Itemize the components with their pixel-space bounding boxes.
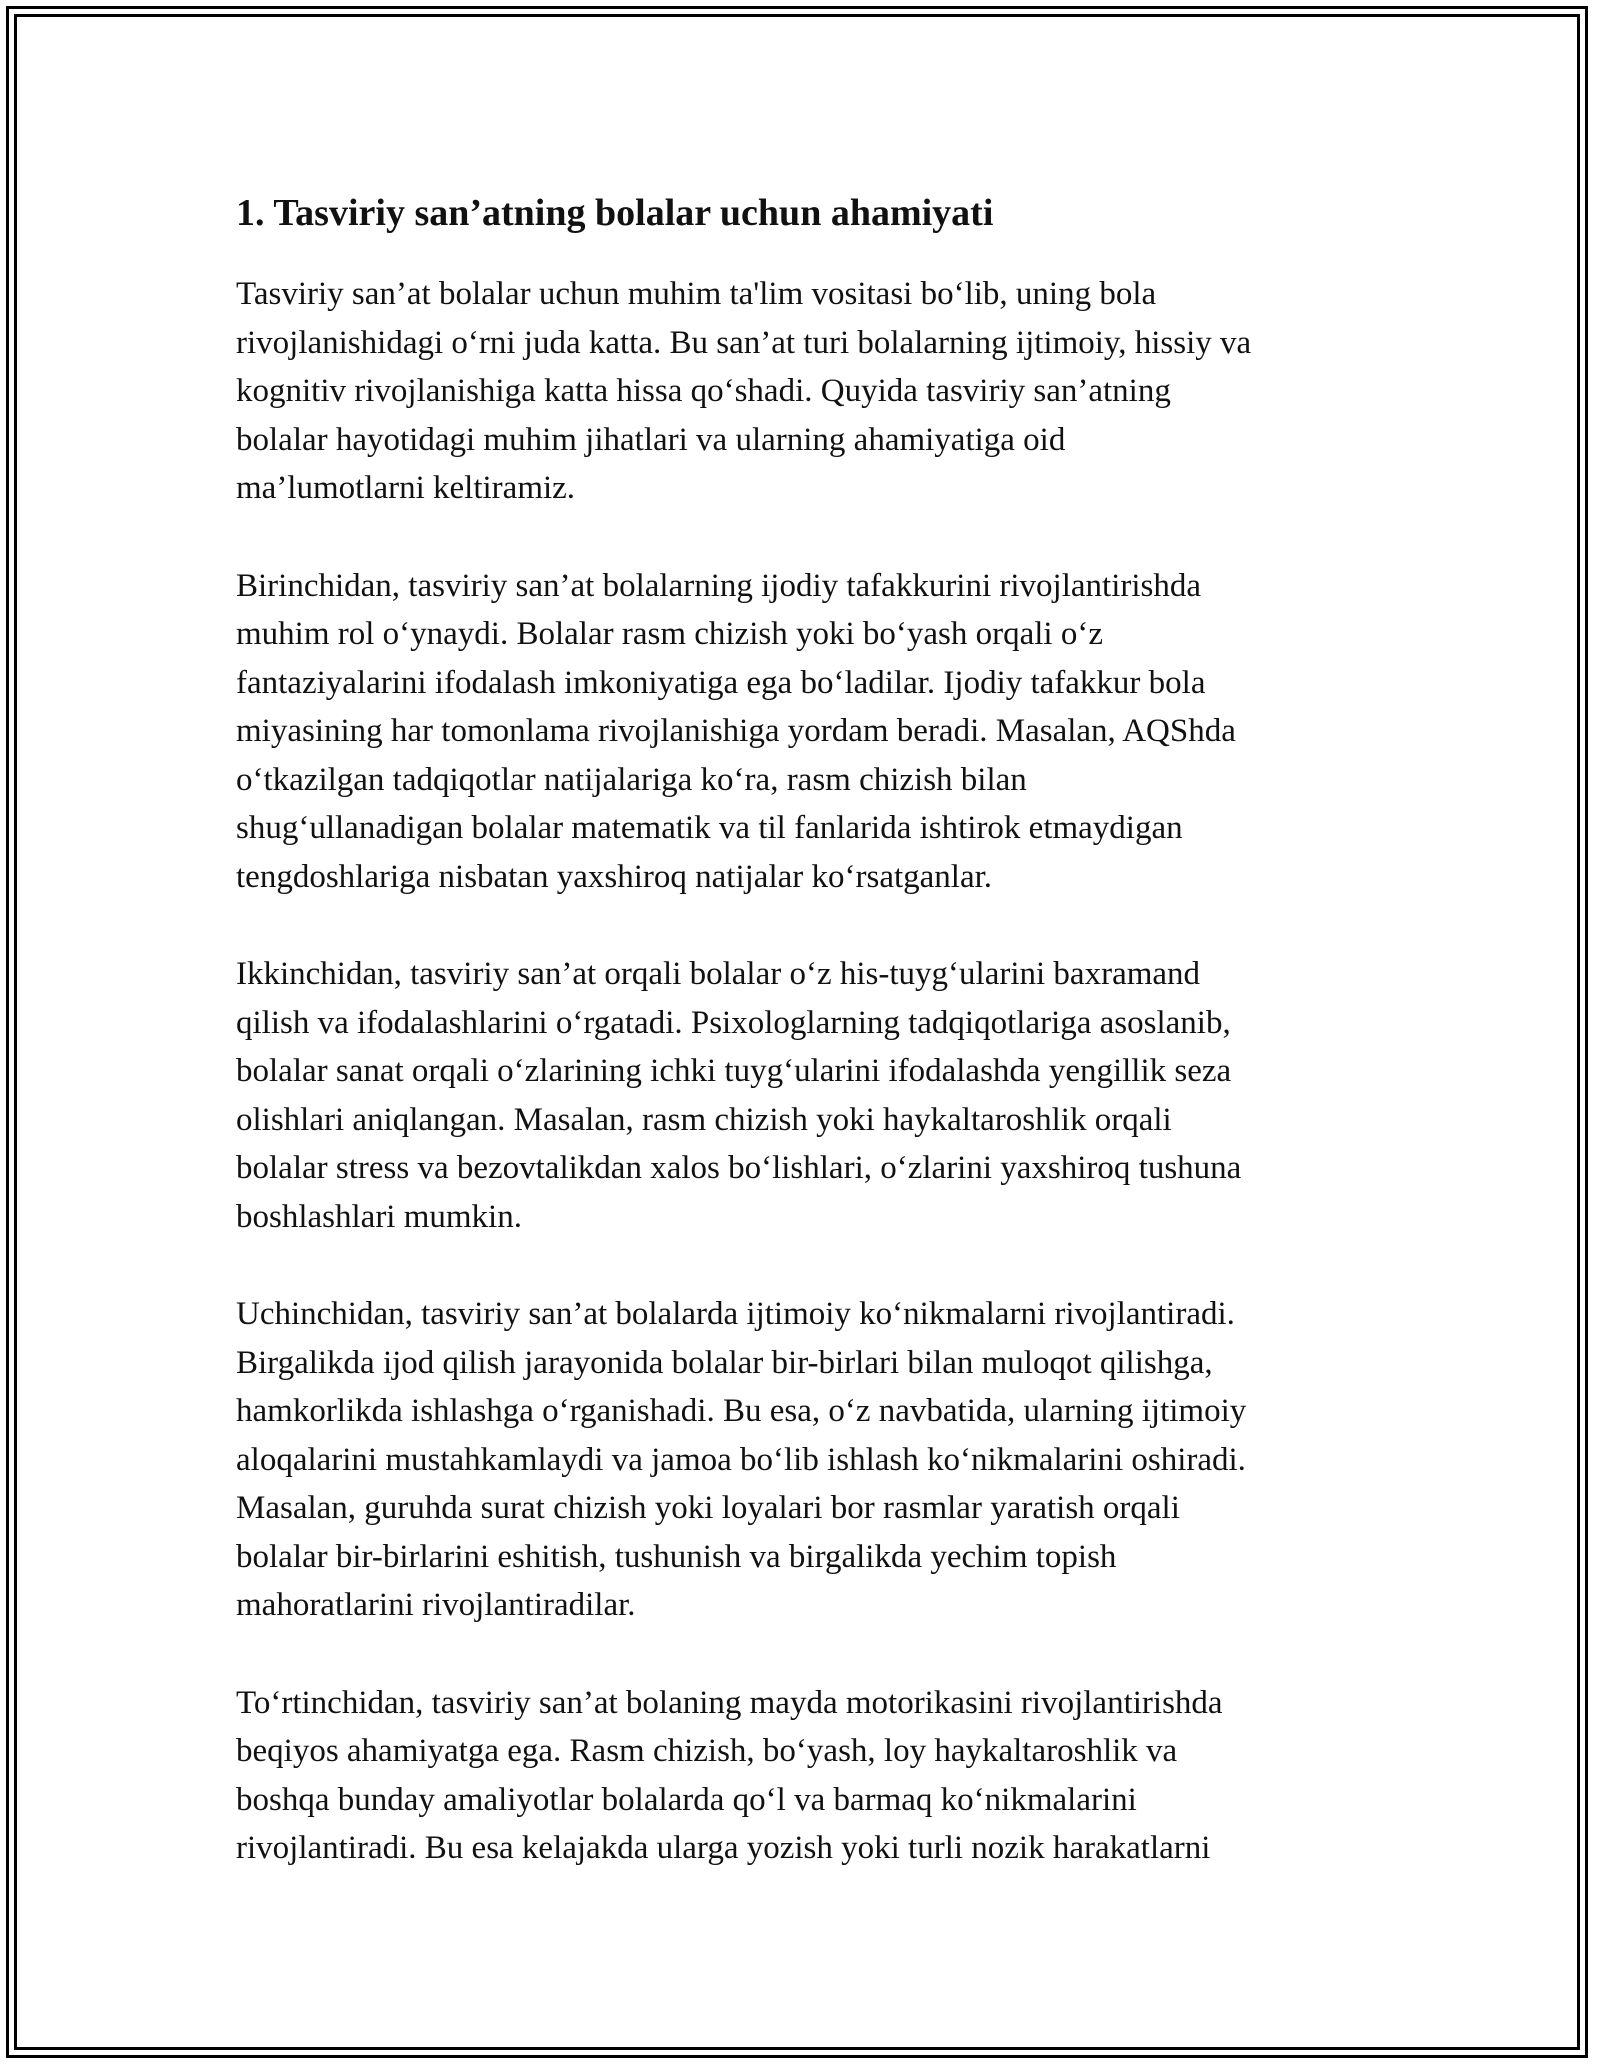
body-paragraph [236, 562, 1376, 902]
paragraph-line: bolalar bir-birlarini eshitish, tushunish va birgalikda yechim topish [236, 1538, 1117, 1575]
paragraph-line: boshlashlari mumkin. [236, 1198, 522, 1235]
paragraph-line: shug‘ullanadigan bolalar matematik va til fanlarida ishtirok etmaydigan [236, 810, 1183, 846]
body-paragraph [236, 1679, 1376, 1873]
paragraph-line: rivojlantiradi. Bu esa kelajakda ularga yozish yoki turli nozik harakatlarni [236, 1830, 1211, 1866]
paragraph-line: Uchinchidan, tasviriy san’at bolalarda ijtimoiy ko‘nikmalarni rivojlantiradi. [236, 1296, 1235, 1332]
paragraph-line: qilish va ifodalashlarini o‘rgatadi. Psixologlarning tadqiqotlariga asoslanib, [236, 1004, 1231, 1041]
body-paragraph [236, 1290, 1376, 1630]
paragraph-line: beqiyos ahamiyatga ega. Rasm chizish, bo‘yash, loy haykaltaroshlik va [236, 1733, 1178, 1769]
paragraph-line: Ikkinchidan, tasviriy san’at orqali bolalar o‘z his-tuyg‘ularini baxramand [236, 956, 1201, 992]
paragraph-line: muhim rol o‘ynaydi. Bolalar rasm chizish yoki bo‘yash orqali o‘z [236, 616, 1103, 652]
paragraph-line: Tasviriy san’at bolalar uchun muhim ta'lim vositasi bo‘lib, uning bola [236, 276, 1157, 312]
paragraph-line: ma’lumotlarni keltiramiz. [236, 470, 576, 506]
paragraph-line: aloqalarini mustahkamlaydi va jamoa bo‘lib ishlash ko‘nikmalarini oshiradi. [236, 1441, 1246, 1478]
paragraph-line: o‘tkazilgan tadqiqotlar natijalariga ko‘ra, rasm chizish bilan [236, 761, 1027, 798]
paragraph-line: olishlari aniqlangan. Masalan, rasm chizish yoki haykaltaroshlik orqali [236, 1101, 1172, 1138]
section-title: 1. Tasviriy san’atning bolalar uchun ahamiyati [236, 192, 994, 234]
paragraph-line: bolalar sanat orqali o‘zlarining ichki tuyg‘ularini ifodalashda yengillik seza [236, 1053, 1232, 1089]
body-paragraph [236, 950, 1376, 1241]
paragraph-line: Birinchidan, tasviriy san’at bolalarning ijodiy tafakkurini rivojlantirishda [236, 567, 1202, 604]
paragraph-line: bolalar hayotidagi muhim jihatlari va ularning ahamiyatiga oid [236, 421, 1066, 458]
paragraph-line: fantaziyalarini ifodalash imkoniyatiga ega bo‘ladilar. Ijodiy tafakkur bola [236, 664, 1206, 701]
paragraph-line: miyasining har tomonlama rivojlanishiga yordam beradi. Masalan, AQShda [236, 713, 1236, 749]
paragraph-line: kognitiv rivojlanishiga katta hissa qo‘shadi. Quyida tasviriy san’atning [236, 373, 1171, 409]
paragraph-line: tengdoshlariga nisbatan yaxshiroq natijalar ko‘rsatganlar. [236, 858, 993, 895]
paragraph-line: Birgalikda ijod qilish jarayonida bolalar bir-birlari bilan muloqot qilishga, [236, 1344, 1213, 1381]
paragraph-line: To‘rtinchidan, tasviriy san’at bolaning mayda motorikasini rivojlantirishda [236, 1684, 1223, 1721]
paragraph-line: rivojlanishidagi o‘rni juda katta. Bu san’at turi bolalarning ijtimoiy, hissiy va [236, 324, 1252, 361]
paragraph-line: mahoratlarini rivojlantiradilar. [236, 1587, 636, 1623]
paragraph-line: boshqa bunday amaliyotlar bolalarda qo‘l va barmaq ko‘nikmalarini [236, 1781, 1137, 1818]
paragraph-list [236, 270, 1376, 1873]
body-paragraph [236, 270, 1376, 513]
document-body [236, 186, 1376, 1922]
paragraph-line: Masalan, guruhda surat chizish yoki loyalari bor rasmlar yaratish orqali [236, 1490, 1180, 1526]
paragraph-line: bolalar stress va bezovtalikdan xalos bo‘lishlari, o‘zlarini yaxshiroq tushuna [236, 1150, 1242, 1186]
paragraph-line: hamkorlikda ishlashga o‘rganishadi. Bu esa, o‘z navbatida, ularning ijtimoiy [236, 1393, 1247, 1429]
